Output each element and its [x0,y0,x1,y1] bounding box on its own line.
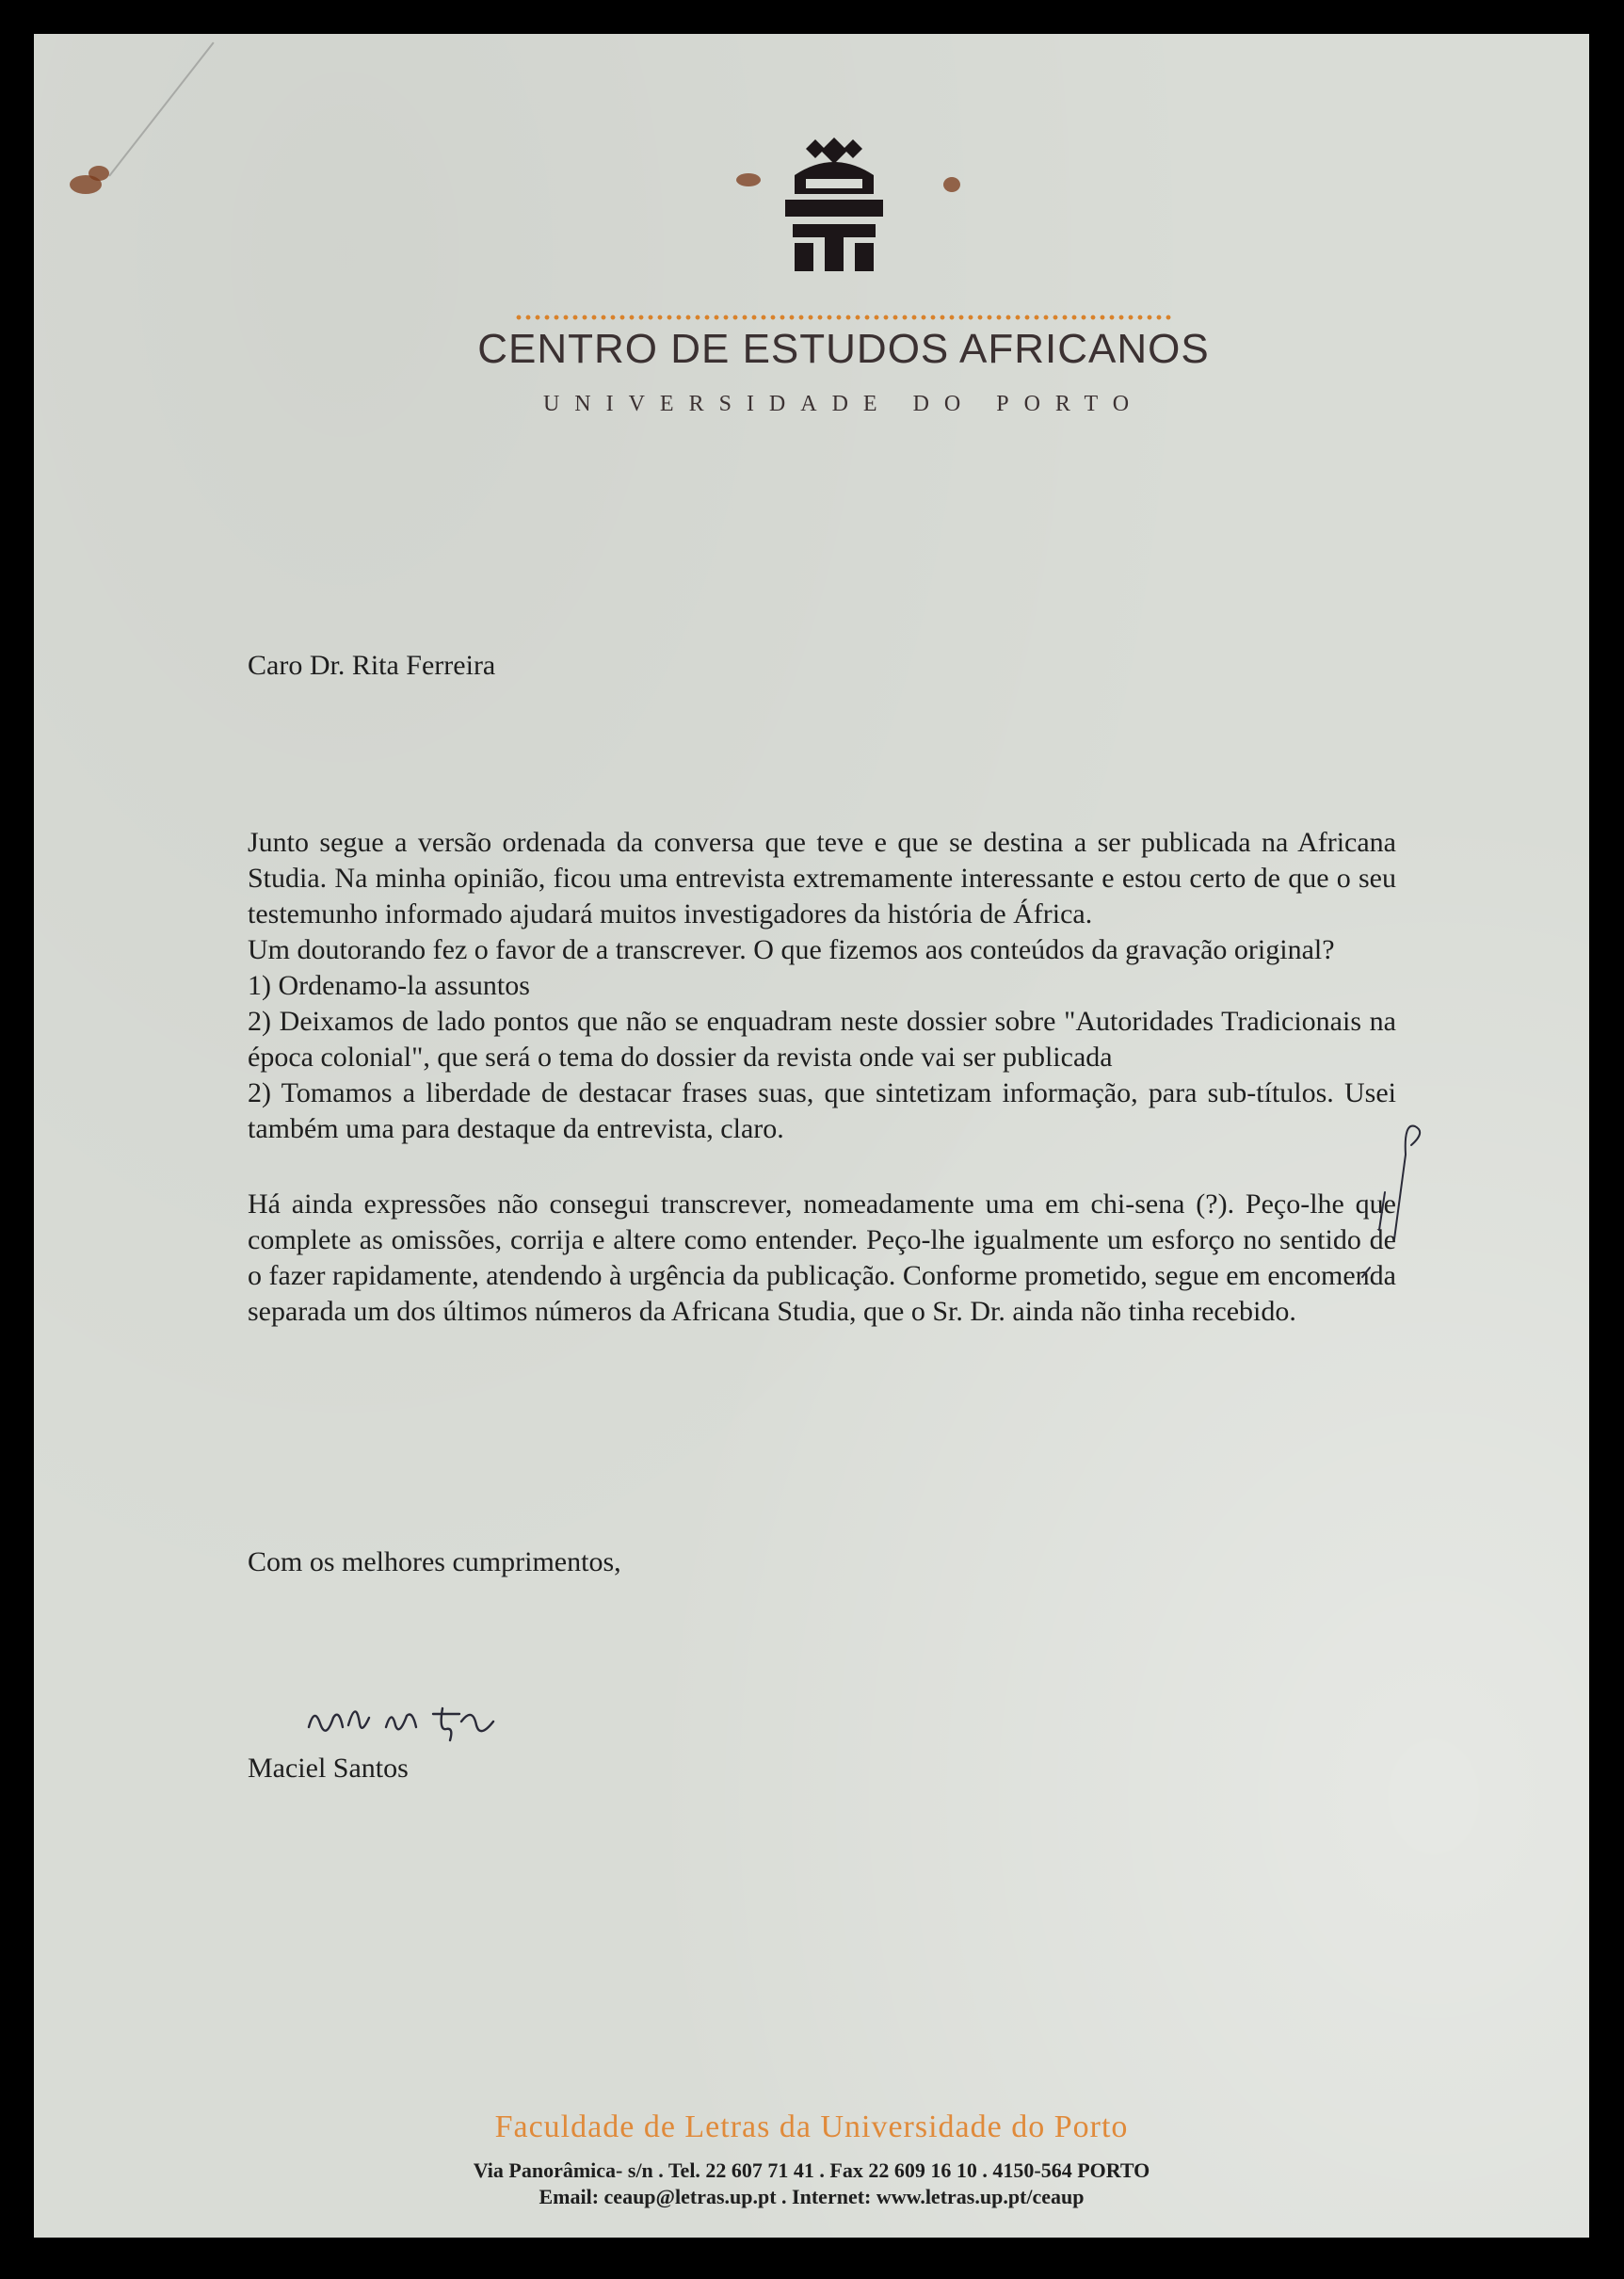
footer-institution: Faculdade de Letras da Universidade do Porto [494,2109,1129,2144]
footer-address: Via Panorâmica- s/n . Tel. 22 607 71 41 . Fax 22 609 16 10 . 4150-564 PORTO [473,2158,1150,2182]
signer-name: Maciel Santos [248,1753,409,1784]
rust-stain [736,173,761,186]
letter-body [248,825,1396,1330]
paragraph: Há ainda expressões não consegui transcrever, nomeadamente uma em chi-sena (?). Peço-lhe que complete as omissões, corrija e altere como entender. Peço-lhe igualmente um esforço no sentido de o fazer rapidamente, atendendo à urgência da publicação. Conforme prometido, segue em encomenda separada um dos últimos números da Africana Studia, que o Sr. Dr. ainda não tinha recebido. [248,1188,1396,1327]
paper-crease [108,42,214,177]
ceaup-logo-icon [778,137,891,307]
paragraph: Um doutorando fez o favor de a transcrever. O que fizemos aos conteúdos da gravação original? [248,934,1335,965]
rust-stain [88,166,109,181]
institution-name: CENTRO DE ESTUDOS AFRICANOS [477,326,1210,372]
paragraph: 2) Deixamos de lado pontos que não se enquadram neste dossier sobre "Autoridades Tradicionais na época colonial", que será o tema do dossier da revista onde vai ser publicada [248,1006,1396,1073]
university-name: UNIVERSIDADE DO PORTO [542,392,1145,416]
paragraph: 2) Tomamos a liberdade de destacar frases suas, que sintetizam informação, para sub-títulos. Usei também uma para destaque da entrevista, claro. [248,1077,1396,1144]
rust-stain [943,177,960,192]
letter-page [34,34,1589,2238]
closing: Com os melhores cumprimentos, [248,1546,621,1577]
paragraph: 1) Ordenamo-la assuntos [248,970,530,1001]
dotted-divider [514,313,1173,322]
paragraph-gap [248,1147,1396,1187]
salutation: Caro Dr. Rita Ferreira [248,650,496,681]
handwritten-signature [301,1689,508,1755]
margin-annotation [1357,1089,1432,1305]
footer-contact: Email: ceaup@letras.up.pt . Internet: www.letras.up.pt/ceaup [539,2185,1085,2208]
paragraph: Junto segue a versão ordenada da conversa que teve e que se destina a ser publicada na Africana Studia. Na minha opinião, ficou uma entrevista extremamente interessante e estou certo de que o seu testemunho informado ajudará muitos investigadores da história de África. [248,827,1396,929]
